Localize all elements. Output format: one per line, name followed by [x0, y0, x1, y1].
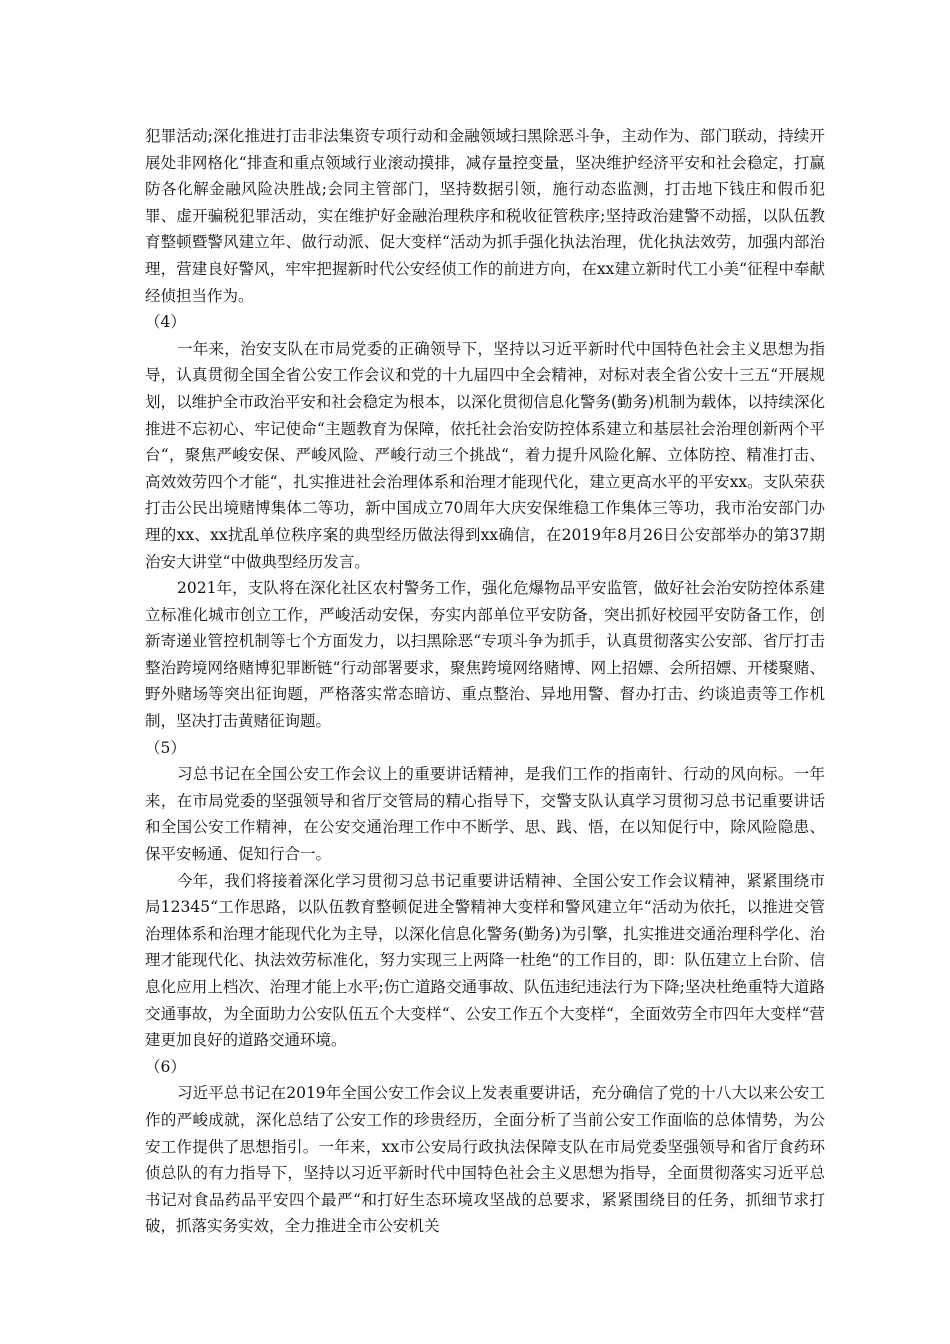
section-label-5: （5） — [145, 738, 186, 757]
section-label-4: （4） — [145, 313, 186, 332]
paragraph-administrative-enforcement-review: 习近平总书记在2019年全国公安工作会议上发表重要讲话，充分确信了党的十八大以来公安工作的严峻成就，深化总结了公安工作的珍贵经历，全面分析了当前公安工作面临的总体情势，为公安工作提供了思想指引。一年来，xx市公安局行政执法保障支队在市局党委坚强领导和省厅食药环侦总队的有力指导下，坚持以习近平新时代中国特色社会主义思想为指导，全面贯彻落实习近平总书记对食品药品平安四个最严“和打好生态环境攻坚战的总要求，紧紧围绕目的任务，抓细节求打破，抓落实务实效，全力推进全市公安机关 — [145, 1084, 825, 1236]
paragraph-public-security-plan: 2021年，支队将在深化社区农村警务工作，强化危爆物品平安监管，做好社会治安防控体系建立标准化城市创立工作，严峻活动安保，夯实内部单位平安防备，突出抓好校园平安防备工作，创新寄递业管控机制等七个方面发力，以扫黑除恶“专项斗争为抓手，认真贯彻落实公安部、省厅打击整治跨境网络赌博犯罪断链“行动部署要求，聚焦跨境网络赌博、网上招嫖、会所招嫖、开楼聚赌、野外赌场等突出征询题，严格落实常态暗访、重点整治、异地用警、督办打击、约谈追责等工作机制，坚决打击黄赌征询题。 — [145, 579, 825, 731]
paragraph-public-security-review: 一年来，治安支队在市局党委的正确领导下，坚持以习近平新时代中国特色社会主义思想为指导，认真贯彻全国全省公安工作会议和党的十九届四中全会精神，对标对表全省公安十三五“开展规划，以维护全市政治平安和社会稳定为根本，以深化贯彻信息化警务(勤务)机制为载体，以持续深化推进不忘初心、牢记使命“主题教育为保障，依托社会治安防控体系建立和基层社会治理创新两个平台“，聚焦严峻安保、严峻风险、严峻行动三个挑战“，着力提升风险化解、立体防控、精准打击、高效效劳四个才能“，扎实推进社会治理体系和治理才能现代化，建立更高水平的平安xx。支队荣获打击公民出境赌博集体二等功，新中国成立70周年大庆安保维稳工作集体三等功，我市治安部门办理的xx、xx扰乱单位秩序案的典型经历做法得到xx确信，在2019年8月26日公安部举办的第37期治安大讲堂“中做典型经历发言。 — [145, 339, 825, 571]
paragraph-traffic-police-plan: 今年，我们将接着深化学习贯彻习总书记重要讲话精神、全国公安工作会议精神，紧紧围绕市局12345“工作思路，以队伍教育整顿促进全警精神大变样和警风建立年“活动为依托，以推进交管治理体系和治理才能现代化为主导，以深化信息化警务(勤务)为引擎，扎实推进交通治理科学化、治理才能现代化、执法效劳标准化，努力实现三上两降一杜绝“的工作目的，即：队伍建立上台阶、信息化应用上档次、治理才能上水平;伤亡道路交通事故、队伍违纪违法行为下降;坚决杜绝重特大道路交通事故，为全面助力公安队伍五个大变样“、公安工作五个大变样“，全面效劳全市四年大变样“营建更加良好的道路交通环境。 — [145, 871, 825, 1050]
paragraph-traffic-police-review: 习总书记在全国公安工作会议上的重要讲话精神，是我们工作的指南针、行动的风向标。一年来，在市局党委的坚强领导和省厅交管局的精心指导下，交警支队认真学习贯彻习总书记重要讲话和全国公安工作精神，在公安交通治理工作中不断学、思、践、悟，在以知促行中，除风险隐患、保平安畅通、促知行合一。 — [145, 765, 825, 864]
paragraph-economic-crime-continued: 犯罪活动;深化推进打击非法集资专项行动和金融领域扫黑除恶斗争，主动作为、部门联动，持续开展处非网格化“排查和重点领域行业滚动摸排，减存量控变量，坚决维护经济平安和社会稳定，打赢防各化解金融风险决胜战;会同主管部门，坚持数据引领，施行动态监测，打击地下钱庄和假币犯罪、虚开骗税犯罪活动，实在维护好金融治理秩序和税收征管秩序;坚持政治建警不动摇，以队伍教育整顿暨警风建立年、做行动派、促大变样“活动为抓手强化执法治理，优化执法效劳，加强内部治理，营建良好警风，牢牢把握新时代公安经侦工作的前进方向，在xx建立新时代工小美“征程中奉献经侦担当作为。 — [145, 127, 825, 305]
section-label-6: （6） — [145, 1057, 186, 1076]
document-page — [145, 123, 825, 1240]
